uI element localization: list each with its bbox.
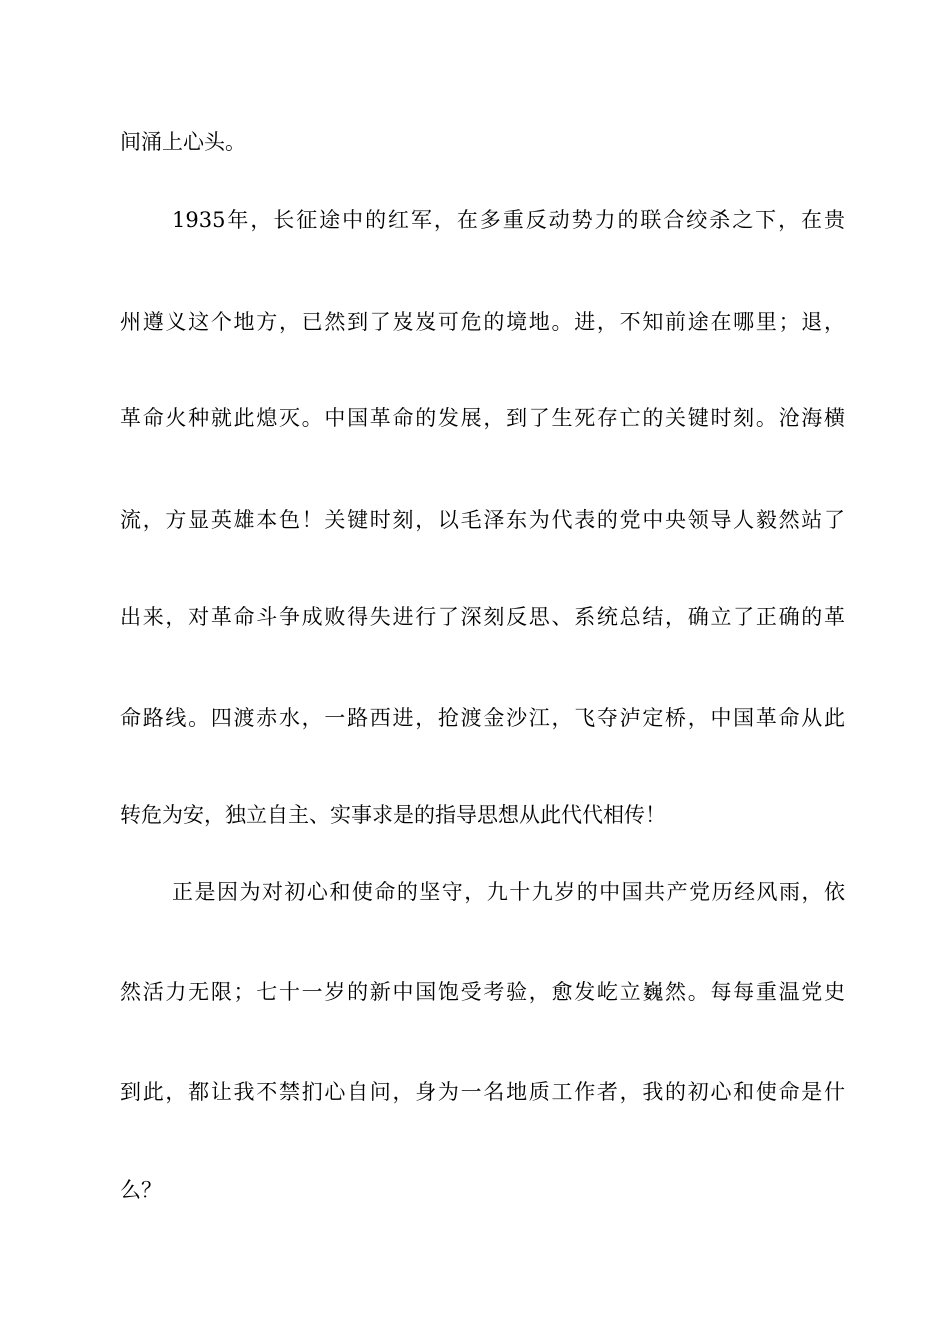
text-line: 间涌上心头。 — [120, 130, 246, 154]
text-line: 出来，对革命斗争成败得失进行了深刻反思、系统总结，确立了正确的革 — [120, 605, 845, 629]
text-line: 然活力无限；七十一岁的新中国饱受考验，愈发屹立巍然。每每重温党史 — [120, 980, 845, 1004]
paragraph-first-line: 正是因为对初心和使命的坚守，九十九岁的中国共产党历经风雨，依 — [172, 880, 845, 904]
text-line: 州遵义这个地方，已然到了岌岌可危的境地。进，不知前途在哪里；退， — [120, 310, 845, 334]
text-line: 革命火种就此熄灭。中国革命的发展，到了生死存亡的关键时刻。沧海横 — [120, 406, 845, 430]
paragraph-last-line: 转危为安，独立自主、实事求是的指导思想从此代代相传！ — [120, 803, 666, 827]
text-line: 流，方显英雄本色！关键时刻，以毛泽东为代表的党中央领导人毅然站了 — [120, 508, 845, 532]
paragraph-first-line: 1935年，长征途中的红军，在多重反动势力的联合绞杀之下，在贵 — [172, 208, 845, 232]
text-line: 命路线。四渡赤水，一路西进，抢渡金沙江，飞夺泸定桥，中国革命从此 — [120, 706, 845, 730]
text-line: 到此，都让我不禁扪心自问，身为一名地质工作者，我的初心和使命是什 — [120, 1080, 845, 1104]
paragraph-last-line: 么？ — [120, 1178, 162, 1202]
